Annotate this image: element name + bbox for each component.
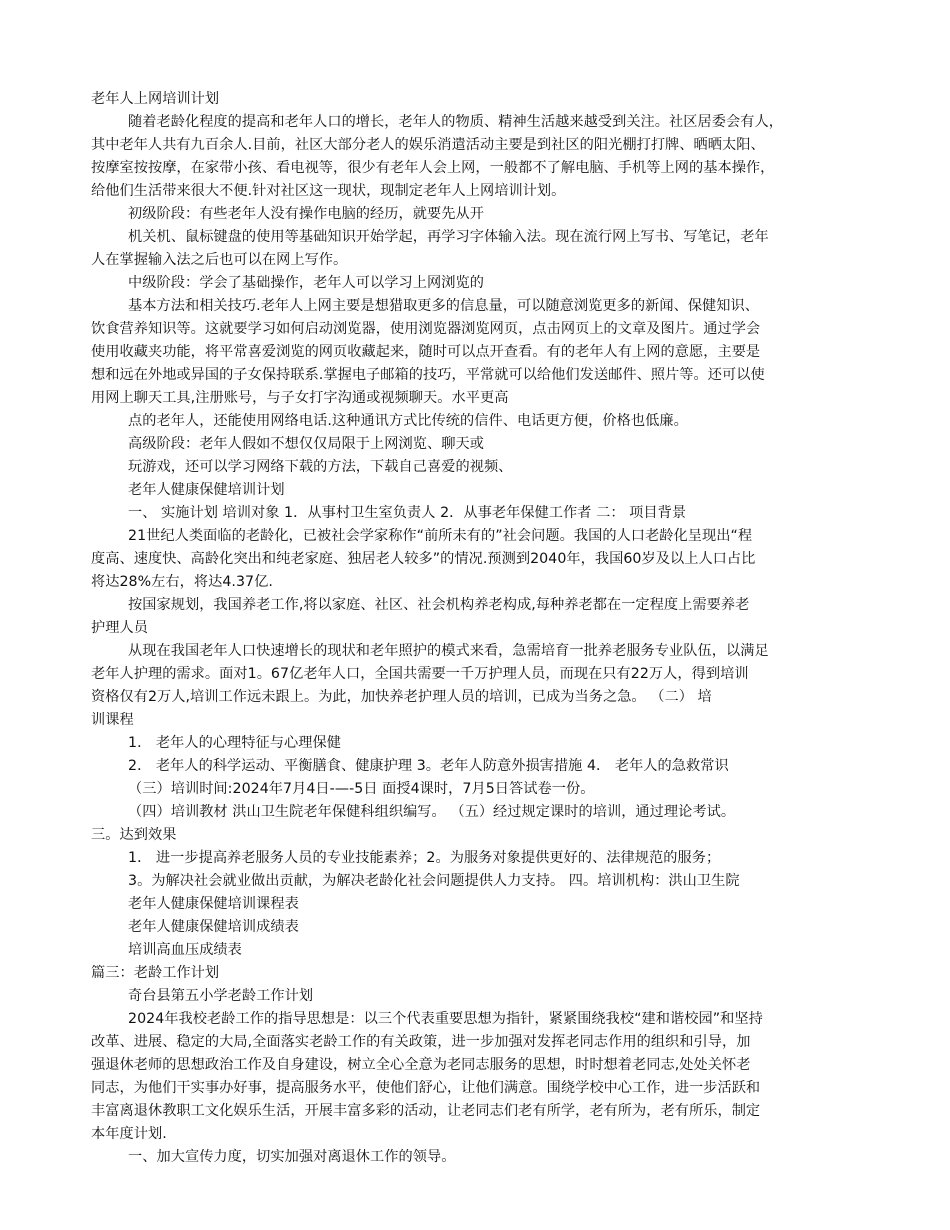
text-line: 机关机、鼠标键盘的使用等基础知识开始学起，再学习字体输入法。现在流行网上写书、写笔记，老年	[128, 229, 769, 245]
text-line: 按摩室按按摩，在家带小孩、看电视等，很少有老年人会上网，一般都不了解电脑、手机等上网的基本操作，	[91, 160, 775, 176]
text-line: 使用收藏夹功能，将平常喜爱浏览的网页收藏起来，随时可以点开查看。有的老年人有上网的意愿，主要是	[91, 344, 761, 360]
doc-title: 老年人上网培训计划	[91, 91, 220, 107]
text-line: 按国家规划，我国养老工作,将以家庭、社区、社会机构养老构成,每种养老都在一定程度上需要养老	[128, 597, 750, 613]
text-line: 给他们生活带来很大不便.针对社区这一现状，现制定老年人上网培训计划。	[91, 183, 566, 199]
text-line: 初级阶段：有些老年人没有操作电脑的经历，就要先从开	[128, 206, 484, 222]
text-line: 强退休老师的思想政治工作及自身建设，树立全心全意为老同志服务的思想，时时想着老同志,处处关怀老	[91, 1057, 751, 1073]
text-line: 2024年我校老龄工作的指导思想是：以三个代表重要思想为指针，紧紧围绕我校“建和谐校园”和坚持	[128, 1011, 763, 1027]
text-line: 训课程	[91, 712, 134, 728]
section-heading: 奇台县第五小学老龄工作计划	[128, 988, 314, 1004]
text-line: 21世纪人类面临的老龄化，已被社会学家称作“前所未有的”社会问题。我国的人口老龄化呈现出“程	[128, 528, 753, 544]
text-line: 培训高血压成绩表	[128, 942, 242, 958]
text-line: 丰富离退休教职工文化娱乐生活，开展丰富多彩的活动，让老同志们老有所学，老有所为，老有所乐，制定	[91, 1103, 761, 1119]
text-line: 中级阶段：学会了基础操作，老年人可以学习上网浏览的	[128, 275, 484, 291]
text-line: （四）培训教材 洪山卫生院老年保健科组织编写。 （五）经过规定课时的培训，通过理论考试。	[128, 804, 736, 820]
list-item: 1． 老年人的心理特征与心理保健	[128, 735, 341, 751]
list-item: 2． 老年人的科学运动、平衡膳食、健康护理 3。老年人防意外损害措施 4． 老年人的急救常识	[128, 758, 729, 774]
list-item: 1． 进一步提高养老服务人员的专业技能素养；2。为服务对象提供更好的、法律规范的服务；	[128, 850, 721, 866]
text-line: 同志，为他们干实事办好事，提高服务水平，使他们舒心，让他们满意。围绕学校中心工作，进一步活跃和	[91, 1080, 761, 1096]
text-line: 改革、进展、稳定的大局,全面落实老龄工作的有关政策，进一步加强对发挥老同志作用的组织和引导，加	[91, 1034, 751, 1050]
text-line: 人在掌握输入法之后也可以在网上写作。	[91, 252, 348, 268]
text-line: 老年人健康保健培训课程表	[128, 896, 299, 912]
section-heading: 三。达到效果	[91, 827, 177, 843]
text-line: 一、加大宣传力度，切实加强对离退休工作的领导。	[128, 1149, 456, 1165]
text-line: 老年人健康保健培训成绩表	[128, 919, 299, 935]
section-heading: 篇三：老龄工作计划	[91, 965, 220, 981]
text-line: 一、 实施计划 培训对象 1．从事村卫生室负责人 2．从事老年保健工作者 二： 项目背景	[128, 505, 687, 521]
text-line: 度高、速度快、高龄化突出和纯老家庭、独居老人较多”的情况.预测到2040年，我国60岁及以上人口占比	[91, 551, 756, 567]
text-line: 老年人护理的需求。面对1。67亿老年人口，全国共需要一千万护理人员，而现在只有22万人，得到培训	[91, 666, 749, 682]
text-line: 基本方法和相关技巧.老年人上网主要是想猎取更多的信息量，可以随意浏览更多的新闻、保健知识、	[128, 298, 760, 314]
text-line: 资格仅有2万人,培训工作远未跟上。为此，加快养老护理人员的培训，已成为当务之急。 （二） 培	[91, 689, 712, 705]
list-item: 3。为解决社会就业做出贡献，为解决老龄化社会问题提供人力支持。 四。培训机构：洪山卫生院	[128, 873, 740, 889]
text-line: 护理人员	[91, 620, 148, 636]
text-line: 从现在我国老年人口快速增长的现状和老年照护的模式来看，急需培育一批养老服务专业队伍，以满足	[128, 643, 769, 659]
section-heading: 老年人健康保健培训计划	[128, 482, 285, 498]
text-line: 玩游戏，还可以学习网络下载的方法，下载自己喜爱的视频、	[128, 459, 513, 475]
text-line: 饮食营养知识等。这就要学习如何启动浏览器，使用浏览器浏览网页，点击网页上的文章及图片。通过学会	[91, 321, 761, 337]
text-line: 点的老年人，还能使用网络电话.这种通讯方式比传统的信件、电话更方便，价格也低廉。	[128, 413, 688, 429]
text-line: 想和远在外地或异国的子女保持联系.掌握电子邮箱的技巧，平常就可以给他们发送邮件、照片等。还可以使	[91, 367, 765, 383]
text-line: 随着老龄化程度的提高和老年人口的增长，老年人的物质、精神生活越来越受到关注。社区居委会有人，	[128, 114, 783, 130]
text-line: 将达28%左右，将达4.37亿.	[91, 574, 273, 590]
text-line: 本年度计划.	[91, 1126, 167, 1142]
text-line: 其中老年人共有九百余人.目前，社区大部分老人的娱乐消遣活动主要是到社区的阳光棚打打牌、晒晒太阳、	[91, 137, 765, 153]
text-line: 用网上聊天工具,注册账号，与子女打字沟通或视频聊天。水平更高	[91, 390, 509, 406]
text-line: （三）培训时间:2024年7月4日-—-5日 面授4课时，7月5日答试卷一份。	[128, 781, 595, 797]
text-line: 高级阶段：老年人假如不想仅仅局限于上网浏览、聊天或	[128, 436, 484, 452]
